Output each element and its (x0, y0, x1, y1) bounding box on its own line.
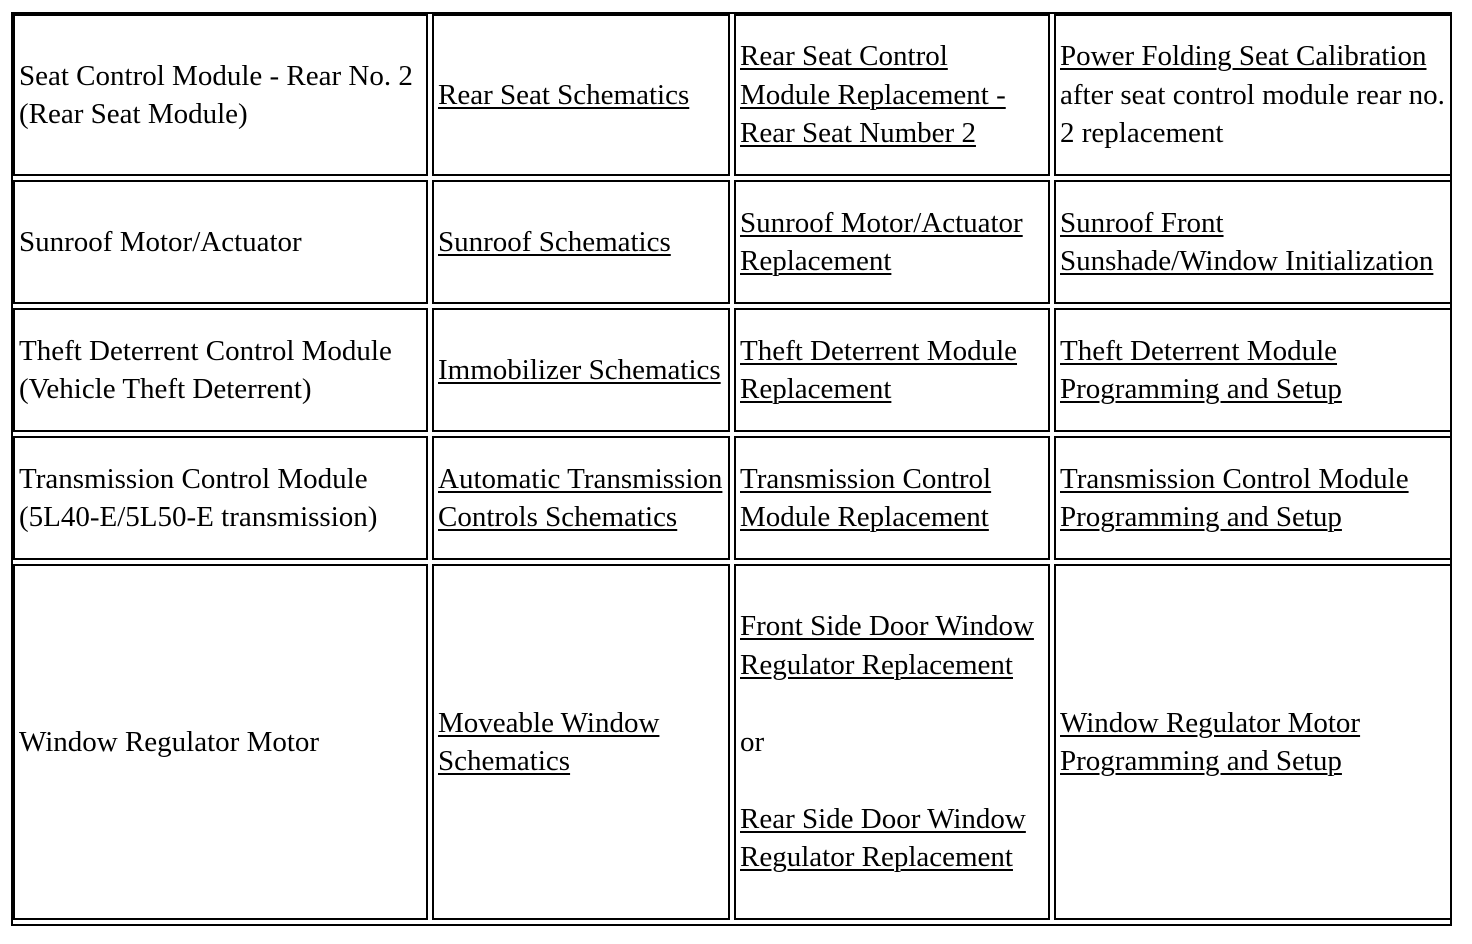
setup-link[interactable]: Theft Deterrent Module Programming and Setup (1060, 334, 1342, 405)
module-procedures-table (9, 10, 1456, 924)
replacement-cell (734, 308, 1050, 432)
table-row (13, 180, 1452, 304)
spacer (740, 761, 1044, 800)
schematic-link[interactable]: Automatic Transmission Controls Schematics (438, 462, 723, 533)
component-cell (13, 308, 428, 432)
table-row (13, 308, 1452, 432)
replacement-link[interactable]: Front Side Door Window Regulator Replacement (740, 610, 1034, 681)
component-name: Window Regulator Motor (19, 725, 320, 758)
setup-cell (1054, 14, 1452, 176)
spacer (740, 684, 1044, 723)
component-name: Sunroof Motor/Actuator (19, 225, 302, 258)
setup-link[interactable]: Sunroof Front Sunshade/Window Initialization (1060, 206, 1434, 277)
setup-cell (1054, 564, 1452, 920)
table-row (13, 14, 1452, 176)
replacement-link[interactable]: Transmission Control Module Replacement (740, 462, 992, 533)
component-name: Transmission Control Module (5L40-E/5L50-E transmission) (19, 462, 378, 533)
component-cell (13, 14, 428, 176)
schematic-cell (432, 564, 730, 920)
setup-link[interactable]: Transmission Control Module Programming and Setup (1060, 462, 1409, 533)
table-row (13, 436, 1452, 560)
replacement-cell (734, 14, 1050, 176)
replacement-link[interactable]: Sunroof Motor/Actuator Replacement (740, 206, 1023, 277)
or-separator: or (740, 725, 765, 758)
replacement-cell (734, 180, 1050, 304)
component-name: Seat Control Module - Rear No. 2 (Rear Seat Module) (19, 59, 413, 130)
schematic-link[interactable]: Sunroof Schematics (438, 225, 671, 258)
replacement-alt-link[interactable]: Rear Side Door Window Regulator Replacement (740, 802, 1026, 874)
replacement-link[interactable]: Rear Seat Control Module Replacement - Rear Seat Number 2 (740, 40, 1006, 150)
component-cell (13, 564, 428, 920)
replacement-cell (734, 436, 1050, 560)
schematic-cell (432, 14, 730, 176)
replacement-cell (734, 564, 1050, 920)
setup-cell (1054, 436, 1452, 560)
setup-link[interactable]: Window Regulator Motor Programming and Setup (1060, 706, 1361, 777)
schematic-link[interactable]: Immobilizer Schematics (438, 353, 721, 386)
component-cell (13, 436, 428, 560)
component-cell (13, 180, 428, 304)
setup-link[interactable]: Power Folding Seat Calibration (1060, 40, 1427, 73)
schematic-link[interactable]: Rear Seat Schematics (438, 78, 690, 111)
component-name: Theft Deterrent Control Module (Vehicle Theft Deterrent) (19, 334, 392, 405)
schematic-cell (432, 180, 730, 304)
setup-cell (1054, 308, 1452, 432)
setup-cell (1054, 180, 1452, 304)
replacement-link[interactable]: Theft Deterrent Module Replacement (740, 334, 1018, 405)
schematic-cell (432, 308, 730, 432)
schematic-link[interactable]: Moveable Window Schematics (438, 706, 660, 777)
table-row (13, 564, 1452, 920)
schematic-cell (432, 436, 730, 560)
setup-note: after seat control module rear no. 2 replacement (1060, 78, 1445, 150)
